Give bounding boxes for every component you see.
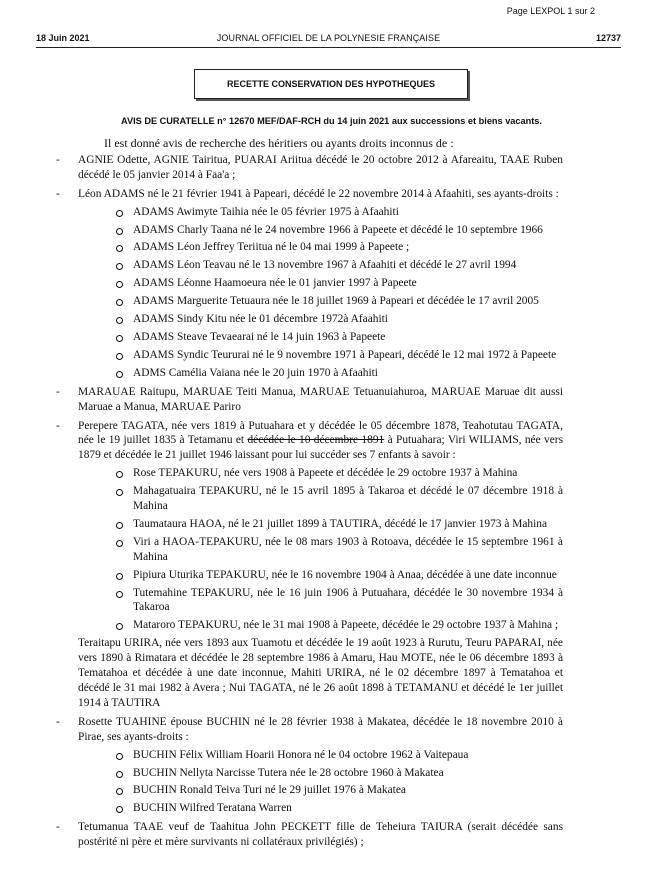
list-item: Rose TEPAKURU, née vers 1908 à Papeete et décédée le 29 octobre 1937 à Mahina bbox=[66, 466, 563, 481]
entry-tagata-part-a: Perepere TAGATA, née vers 1819 à Putuahara et y décédée le 05 décembre 1878, Teahotutau TAGATA, née le 19 juillet 1835 à Tetamanu et bbox=[78, 419, 563, 447]
avis-title: AVIS DE CURATELLE n° 12670 MEF/DAF-RCH du 14 juin 2021 aux successions et biens vacants. bbox=[121, 116, 542, 126]
list-item: ADAMS Léon Teavau né le 13 novembre 1967 à Afaahiti et décédé le 27 avril 1994 bbox=[66, 258, 563, 273]
entry-tuahine: - Rosette TUAHINE épouse BUCHIN né le 28 février 1938 à Makatea, décédée le 18 novembre 2010 à Pirae, ses ayants-droits : bbox=[66, 715, 563, 745]
list-item: ADAMS Syndic Teururai né le 9 novembre 1971 à Papeari, décédé le 12 mai 1972 à Papeete bbox=[66, 348, 563, 363]
document-body bbox=[66, 136, 563, 850]
entry-tagata bbox=[66, 419, 563, 464]
header-journal-title: JOURNAL OFFICIEL DE LA POLYNESIE FRANÇAISE bbox=[216, 33, 441, 43]
entry-maruae: - MARAUAE Raitupu, MARUAE Teiti Manua, MARUAE Tetuanuiahuroa, MARUAE Maruae dit aussi Maruae a Manua, MARUAE Pariro bbox=[66, 385, 563, 415]
list-item: ADAMS Léon Jeffrey Teriitua né le 04 mai 1999 à Papeete ; bbox=[66, 240, 563, 255]
entry-taae: - Tetumanua TAAE veuf de Taahitua John PECKETT fille de Teheiura TAIURA (serait décédée sans postérité ni père et mère survivants ni collatéraux privilégiés) ; bbox=[66, 820, 563, 850]
journal-header bbox=[36, 33, 621, 47]
list-item: BUCHIN Nellyta Narcisse Tutera née le 28 octobre 1960 à Makatea bbox=[66, 766, 563, 781]
header-date: 18 Juin 2021 bbox=[36, 33, 90, 43]
list-item: Taumataura HAOA, né le 21 juillet 1899 à TAUTIRA, décédé le 17 janvier 1973 à Mahina bbox=[66, 517, 563, 532]
intro-paragraph: Il est donné avis de recherche des héritiers ou ayants droits inconnus de : bbox=[104, 136, 454, 150]
entry-adams: - Léon ADAMS né le 21 février 1941 à Papeari, décédé le 22 novembre 2014 à Afaahiti, ses ayants-droits : bbox=[66, 187, 563, 202]
list-item: ADAMS Sindy Kitu née le 01 décembre 1972à Afaahiti bbox=[66, 312, 563, 327]
list-item: Pipiura Uturika TEPAKURU, née le 16 novembre 1904 à Anaa, décédée à une date inconnue bbox=[66, 568, 563, 583]
list-item: ADAMS Léonne Haamoeura née le 01 janvier 1997 à Papeete bbox=[66, 276, 563, 291]
list-item: Mahagatuaira TEPAKURU, né le 15 avril 1895 à Takaroa et décédé le 07 décembre 1918 à Mahina bbox=[66, 484, 563, 514]
list-item: BUCHIN Ronald Teiva Turi né le 29 juillet 1976 à Makatea bbox=[66, 783, 563, 798]
adams-heirs-list bbox=[66, 205, 563, 381]
header-rule bbox=[36, 47, 621, 48]
header-page-number: 12737 bbox=[595, 33, 621, 43]
list-item: ADAMS Marguerite Tetuaura née le 18 juillet 1969 à Papeari et décédée le 17 avril 2005 bbox=[66, 294, 563, 309]
list-item: Viri a HAOA-TEPAKURU, née le 08 mars 1903 à Rotoava, décédée le 15 septembre 1961 à Mahina bbox=[66, 535, 563, 565]
list-item: BUCHIN Wilfred Teratana Warren bbox=[66, 801, 563, 816]
struck-text: décédée le 10 décembre 1891 bbox=[247, 434, 385, 447]
entry-urira: Teraitapu URIRA, née vers 1893 aux Tuamotu et décédée le 19 août 1923 à Rurutu, Teuru PAPARAI, née vers 1890 à Rimatara et décédée le 28 septembre 1986 à Amaru, Hau MOTE, née le 06 décembre 1893 à Tematahoa et décédée à une date inconnue, Mahiti URIRA, né le 02 décembre 1897 à Tematahoa et décédé le 31 mai 1982 à Avera ; Nui TAGATA, né le 26 août 1898 à TETAMANU et décédé le 1er juillet 1914 à TAUTIRA bbox=[78, 637, 563, 709]
entry-tagata-part-b: à Putuahara; Viri WILIAMS, née vers 1879 et décédée le 21 juillet 1946 laissant pour lui succéder ses 7 enfants à savoir : bbox=[78, 434, 563, 462]
entry-agnie: - AGNIE Odette, AGNIE Tairitua, PUARAI Ariitua décédé le 20 octobre 2012 à Afareaitu, TAAE Ruben décédé le 05 janvier 2014 à Faa'a ; bbox=[66, 153, 563, 183]
section-title: RECETTE CONSERVATION DES HYPOTHEQUES bbox=[226, 79, 436, 89]
list-item: ADMS Camélia Vaiana née le 20 juin 1970 à Afaahiti bbox=[66, 366, 563, 381]
list-item: Tutemahine TEPAKURU, née le 16 juin 1906 à Putuahara, décédée le 30 novembre 1934 à Takaroa bbox=[66, 586, 563, 616]
lexpol-page-indicator: Page LEXPOL 1 sur 2 bbox=[506, 6, 595, 16]
list-item: ADAMS Awimyte Taihia née le 05 février 1975 à Afaahiti bbox=[66, 205, 563, 220]
section-title-box bbox=[194, 69, 468, 99]
list-item: Mataroro TEPAKURU, née le 31 mai 1908 à Papeete, décédée le 29 octobre 1937 à Mahina ; bbox=[66, 618, 563, 633]
list-item: BUCHIN Félix William Hoarii Honora né le 04 octobre 1962 à Vaitepaua bbox=[66, 748, 563, 763]
buchin-heirs-list bbox=[66, 748, 563, 817]
tepakuru-heirs-list bbox=[66, 466, 563, 633]
list-item: ADAMS Charly Taana né le 24 novembre 1966 à Papeete et décédé le 10 septembre 1966 bbox=[66, 223, 563, 238]
list-item: ADAMS Steave Tevaearai né le 14 juin 1963 à Papeete bbox=[66, 330, 563, 345]
